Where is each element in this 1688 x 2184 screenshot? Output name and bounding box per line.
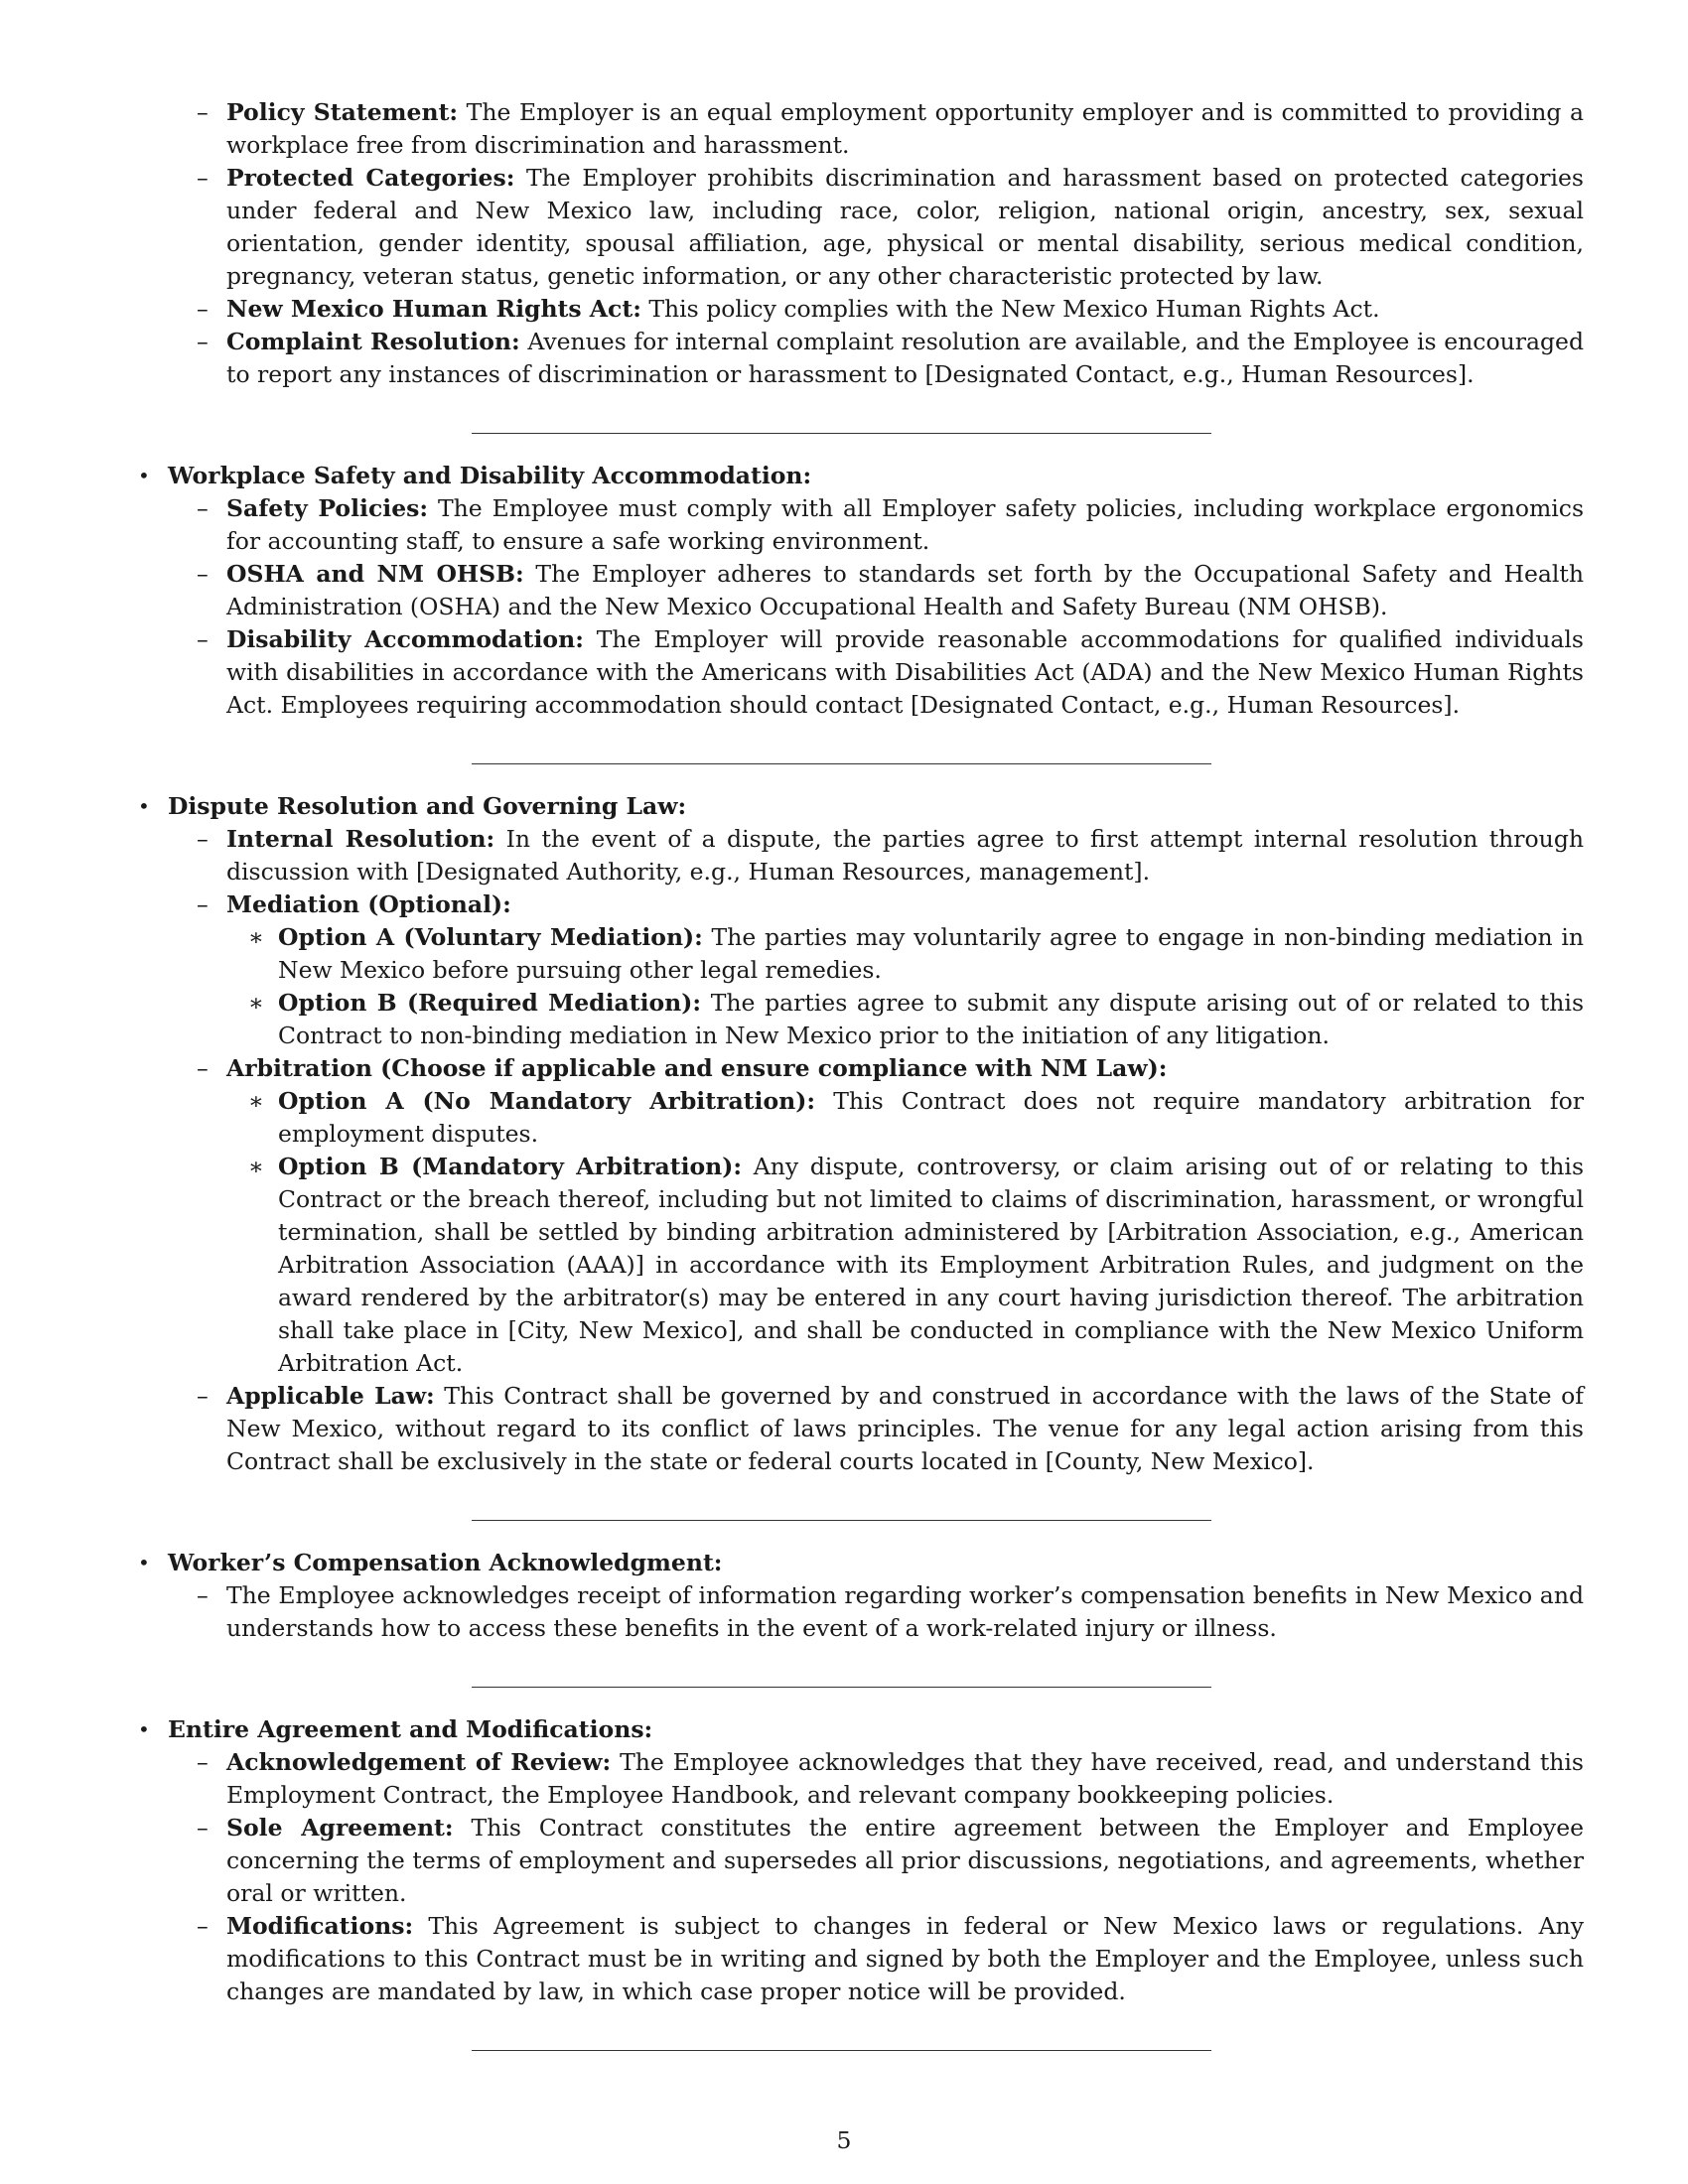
workers-comp-section bbox=[138, 1547, 1584, 1579]
sole-agreement-item bbox=[138, 1812, 1584, 1910]
option-text: The parties agree to submit any dispute arising out of or related to this Contract to non-binding mediation in New Mexico prior to the initiation of any litigation. bbox=[278, 989, 1584, 1049]
item-text: In the event of a dispute, the parties agree to first attempt internal resolution through discussion with [Designated Authority, e.g., Human Resources, management]. bbox=[226, 825, 1584, 886]
item-label: Protected Categories: bbox=[226, 164, 515, 192]
safety-section bbox=[138, 460, 1584, 492]
option-text: The parties may voluntarily agree to engage in non-binding mediation in New Mexico before pursuing other legal remedies. bbox=[278, 923, 1584, 984]
option-text: This Contract does not require mandatory arbitration for employment disputes. bbox=[278, 1087, 1584, 1148]
protected-categories-item bbox=[138, 162, 1584, 293]
item-text: This policy complies with the New Mexico Human Rights Act. bbox=[640, 295, 1380, 323]
item-text: Avenues for internal complaint resolution are available, and the Employee is encouraged to report any instances of discrimination or harassment to [Designated Contact, e.g., Human Resources]. bbox=[226, 328, 1584, 388]
section-divider bbox=[472, 1687, 1211, 1688]
dash-marker: – bbox=[197, 560, 209, 588]
dash-marker: – bbox=[197, 1382, 209, 1410]
item-text: The Employer will provide reasonable accommodations for qualified individuals with disabilities in accordance with the Americans with Disabilities Act (ADA) and the New Mexico Human Rights Act. Employees requiring accommodation should contact [Designated Contact, e.g., Human Resources]. bbox=[226, 625, 1584, 719]
policy-statement-item bbox=[138, 96, 1584, 162]
bullet-marker: • bbox=[138, 1717, 150, 1741]
section-divider bbox=[472, 2050, 1211, 2051]
page-number: 5 bbox=[836, 2126, 852, 2154]
dispute-list bbox=[138, 823, 1584, 1478]
dash-marker: – bbox=[197, 1054, 209, 1082]
dash-marker: – bbox=[197, 98, 209, 126]
arbitration-option-a bbox=[226, 1085, 1584, 1151]
item-label: Complaint Resolution: bbox=[226, 328, 520, 355]
nm-human-rights-act-item bbox=[138, 293, 1584, 326]
bullet-marker: • bbox=[138, 464, 150, 487]
safety-policies-item bbox=[138, 492, 1584, 558]
mediation-option-a bbox=[226, 921, 1584, 987]
mediation-option-b bbox=[226, 987, 1584, 1052]
safety-section-item bbox=[138, 460, 1584, 492]
arbitration-options-list bbox=[226, 1085, 1584, 1380]
entire-agreement-section bbox=[138, 1713, 1584, 1746]
section-divider bbox=[472, 433, 1211, 434]
dash-marker: – bbox=[197, 1912, 209, 1940]
internal-resolution-item bbox=[138, 823, 1584, 888]
item-label: Mediation (Optional): bbox=[226, 890, 511, 918]
bullet-marker: • bbox=[138, 794, 150, 818]
dash-marker: – bbox=[197, 1814, 209, 1842]
star-marker: ∗ bbox=[248, 923, 264, 951]
mediation-item bbox=[138, 888, 1584, 1052]
section-heading: Entire Agreement and Modifications: bbox=[168, 1715, 653, 1743]
section-heading: Workplace Safety and Disability Accommodation: bbox=[168, 462, 812, 489]
option-label: Option A (No Mandatory Arbitration): bbox=[278, 1087, 816, 1115]
item-label: Arbitration (Choose if applicable and ensure compliance with NM Law): bbox=[226, 1054, 1168, 1082]
workers-comp-section-item bbox=[138, 1547, 1584, 1579]
arbitration-item bbox=[138, 1052, 1584, 1380]
dash-marker: – bbox=[197, 164, 209, 192]
item-text: The Employer prohibits discrimination and harassment based on protected categories under federal and New Mexico law, including race, color, religion, national origin, ancestry, sex, sexual orientation, gender identity, spousal affiliation, age, physical or mental disability, serious medical condition, pregnancy, veteran status, genetic information, or any other characteristic protected by law. bbox=[226, 164, 1584, 290]
arbitration-option-b bbox=[226, 1151, 1584, 1380]
item-label: Policy Statement: bbox=[226, 98, 459, 126]
item-text: This Contract shall be governed by and construed in accordance with the laws of the State of New Mexico, without regard to its conflict of laws principles. The venue for any legal action arising from this Contract shall be exclusively in the state or federal courts located in [County, New Mexico]. bbox=[226, 1382, 1584, 1475]
dash-marker: – bbox=[197, 625, 209, 653]
applicable-law-item bbox=[138, 1380, 1584, 1478]
item-label: Safety Policies: bbox=[226, 494, 429, 522]
item-label: Modifications: bbox=[226, 1912, 414, 1940]
dash-marker: – bbox=[197, 825, 209, 853]
item-text: The Employer adheres to standards set forth by the Occupational Safety and Health Administration (OSHA) and the New Mexico Occupational Health and Safety Bureau (NM OHSB). bbox=[226, 560, 1585, 620]
option-label: Option A (Voluntary Mediation): bbox=[278, 923, 703, 951]
item-text: The Employee acknowledges receipt of information regarding worker’s compensation benefits in New Mexico and understands how to access these benefits in the event of a work-related injury or illness. bbox=[226, 1581, 1584, 1642]
item-label: Internal Resolution: bbox=[226, 825, 495, 853]
dash-marker: – bbox=[197, 1581, 209, 1609]
dash-marker: – bbox=[197, 1748, 209, 1776]
dispute-section-item bbox=[138, 790, 1584, 823]
option-label: Option B (Required Mediation): bbox=[278, 989, 702, 1017]
item-label: New Mexico Human Rights Act: bbox=[226, 295, 641, 323]
item-label: Applicable Law: bbox=[226, 1382, 435, 1410]
eeo-policy-list bbox=[138, 96, 1584, 391]
entire-agreement-list bbox=[138, 1746, 1584, 2008]
item-text: This Agreement is subject to changes in federal or New Mexico laws or regulations. Any modifications to this Contract must be in writing and signed by both the Employer and the Employee, unless such changes are mandated by law, in which case proper notice will be provided. bbox=[226, 1912, 1584, 2005]
mediation-options-list bbox=[226, 921, 1584, 1052]
item-label: Disability Accommodation: bbox=[226, 625, 584, 653]
section-heading: Worker’s Compensation Acknowledgment: bbox=[168, 1549, 723, 1576]
modifications-item bbox=[138, 1910, 1584, 2008]
item-text: The Employer is an equal employment opportunity employer and is committed to providing a workplace free from discrimination and harassment. bbox=[226, 98, 1584, 159]
dash-marker: – bbox=[197, 494, 209, 522]
disability-accommodation-item bbox=[138, 623, 1584, 722]
section-divider bbox=[472, 763, 1211, 764]
complaint-resolution-item bbox=[138, 326, 1584, 391]
entire-agreement-section-item bbox=[138, 1713, 1584, 1746]
workers-comp-list bbox=[138, 1579, 1584, 1645]
section-divider bbox=[472, 1520, 1211, 1521]
dash-marker: – bbox=[197, 295, 209, 323]
dash-marker: – bbox=[197, 890, 209, 918]
item-label: Sole Agreement: bbox=[226, 1814, 454, 1842]
safety-list bbox=[138, 492, 1584, 722]
acknowledgement-item bbox=[138, 1746, 1584, 1812]
section-heading: Dispute Resolution and Governing Law: bbox=[168, 792, 687, 820]
item-text: The Employee must comply with all Employer safety policies, including workplace ergonomics for accounting staff, to ensure a safe working environment. bbox=[226, 494, 1584, 555]
option-text: Any dispute, controversy, or claim arising out of or relating to this Contract or the breach thereof, including but not limited to claims of discrimination, harassment, or wrongful termination, shall be settled by binding arbitration administered by [Arbitration Association, e.g., American Arbitration Association (AAA)] in accordance with its Employment Arbitration Rules, and judgment on the award rendered by the arbitrator(s) may be entered in any court having jurisdiction thereof. The arbitration shall take place in [City, New Mexico], and shall be conducted in compliance with the New Mexico Uniform Arbitration Act. bbox=[278, 1153, 1585, 1377]
workers-comp-item bbox=[138, 1579, 1584, 1645]
item-label: OSHA and NM OHSB: bbox=[226, 560, 524, 588]
bullet-marker: • bbox=[138, 1551, 150, 1574]
star-marker: ∗ bbox=[248, 989, 264, 1017]
dash-marker: – bbox=[197, 328, 209, 355]
item-text: The Employee acknowledges that they have received, read, and understand this Employment Contract, the Employee Handbook, and relevant company bookkeeping policies. bbox=[226, 1748, 1584, 1809]
star-marker: ∗ bbox=[248, 1153, 264, 1180]
option-label: Option B (Mandatory Arbitration): bbox=[278, 1153, 743, 1180]
item-text: This Contract constitutes the entire agreement between the Employer and Employee concerning the terms of employment and supersedes all prior discussions, negotiations, and agreements, whether oral or written. bbox=[226, 1814, 1585, 1907]
star-marker: ∗ bbox=[248, 1087, 264, 1115]
osha-item bbox=[138, 558, 1584, 623]
dispute-section bbox=[138, 790, 1584, 823]
item-label: Acknowledgement of Review: bbox=[226, 1748, 612, 1776]
